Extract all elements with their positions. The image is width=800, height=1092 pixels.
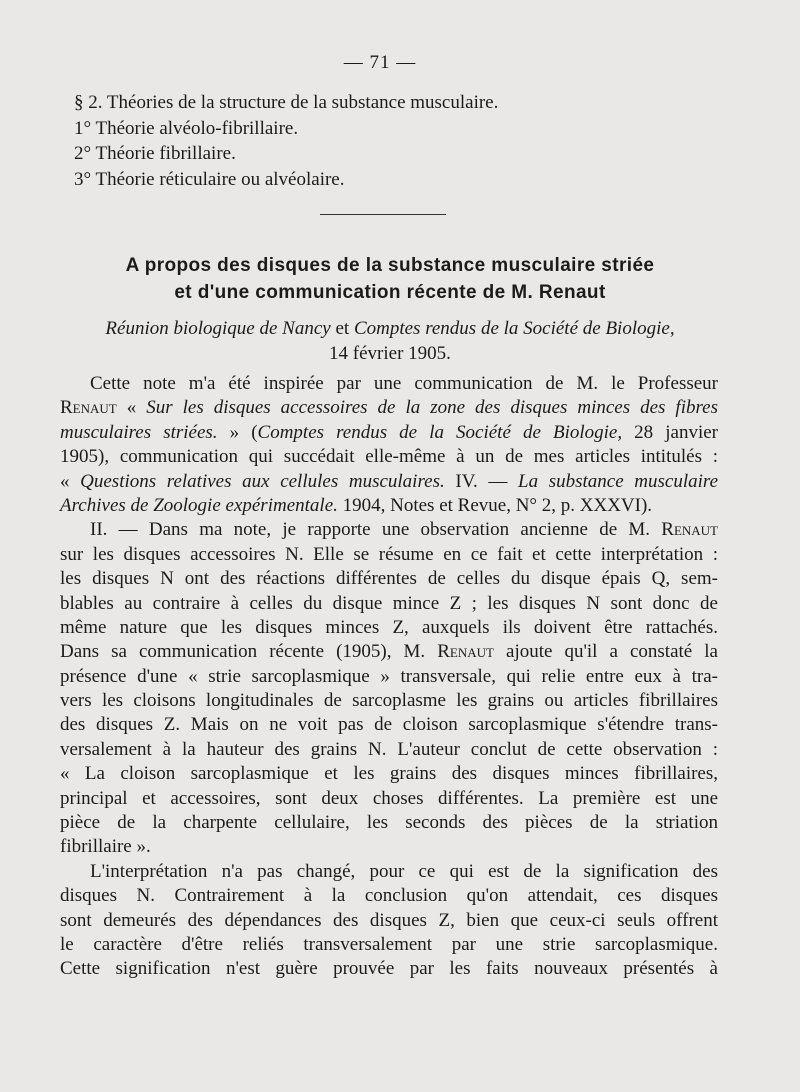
article-date: 14 février 1905. xyxy=(329,343,451,364)
text-line: Cette signification n'est guère prouvée par les faits nouveaux présentés à xyxy=(60,958,718,980)
article-title-line: A propos des disques de la substance musculaire striée xyxy=(125,255,655,276)
text-line: sur les disques accessoires N. Elle se résume en ce fait et cette interprétation : xyxy=(60,543,718,565)
text-line: 1905), communication qui succédait elle-même à un de mes articles intitulés : xyxy=(60,446,718,468)
toc-item: 3° Théorie réticulaire ou alvéolaire. xyxy=(74,168,345,190)
toc-item: 2° Théorie fibrillaire. xyxy=(74,143,236,164)
text-line: Cette note m'a été inspirée par une communication de M. le Professeur xyxy=(90,373,718,394)
source-venue: Réunion biologique de Nancy xyxy=(105,318,331,339)
text-line: II. — Dans ma note, je rapporte une observation ancienne de M. Renaut xyxy=(90,519,718,541)
text-line: musculaires striées. » (Comptes rendus de la Société de Biologie, 28 janvier xyxy=(60,421,718,443)
text-line: L'interprétation n'a pas changé, pour ce qui est de la signification des xyxy=(90,860,718,882)
text-line: sont demeurés des dépendances des disques Z, bien que ceux-ci seuls offrent xyxy=(60,909,718,931)
source-journal: Comptes rendus de la Société de Biologie, xyxy=(353,318,675,339)
text-line: disques N. Contrairement à la conclusion qu'on attendait, ces disques xyxy=(60,885,718,907)
text-line: « La cloison sarcoplasmique et les grains des disques minces fibrillaires, xyxy=(60,763,718,785)
article-body xyxy=(60,372,718,982)
article-title-line: et d'une communication récente de M. Renaut xyxy=(174,282,606,303)
toc-item: 1° Théorie alvéolo-fibrillaire. xyxy=(74,117,299,139)
text-line: Dans sa communication récente (1905), M. Renaut ajoute qu'il a constaté la xyxy=(60,641,718,663)
text-line: vers les cloisons longitudinales de sarcoplasme les grains ou articles fibrillaires xyxy=(60,690,718,712)
text-line: même nature que les disques minces Z, auxquels ils doivent être rattachés. xyxy=(60,616,718,638)
text-line: le caractère d'être reliés transversalement par une strie sarcoplasmique. xyxy=(60,933,718,955)
text-line: Renaut « Sur les disques accessoires de la zone des disques minces des fibres xyxy=(60,397,718,419)
text-line: pièce de la charpente cellulaire, les seconds des pièces de la striation xyxy=(60,812,718,834)
text-line: les disques N ont des réactions différentes de celles du disque épais Q, sem- xyxy=(60,568,718,590)
section-divider xyxy=(320,214,446,215)
article-source: Réunion biologique de Nancy et Comptes rendus de la Société de Biologie, xyxy=(105,318,675,339)
toc-section: § 2. Théories de la structure de la substance musculaire. xyxy=(74,92,499,113)
text-line: blables au contraire à celles du disque mince Z ; les disques N sont donc de xyxy=(60,592,718,614)
text-line: principal et accessoires, sont deux choses différentes. La première est une xyxy=(60,787,718,809)
table-of-contents xyxy=(74,90,498,192)
text-line: Archives de Zoologie expérimentale. 1904, Notes et Revue, N° 2, p. XXXVI). xyxy=(60,494,653,516)
text-line: présence d'une « strie sarcoplasmique » transversale, qui relie entre eux à tra- xyxy=(60,665,718,687)
text-line: versalement à la hauteur des grains N. L'auteur conclut de cette observation : xyxy=(60,738,718,760)
text-line: « Questions relatives aux cellules musculaires. IV. — La substance musculaire xyxy=(60,470,718,492)
text-line: fibrillaire ». xyxy=(60,836,151,858)
text-line: des disques Z. Mais on ne voit pas de cloison sarcoplasmique s'étendre trans- xyxy=(60,714,718,736)
page-number: — 71 — xyxy=(343,52,417,73)
